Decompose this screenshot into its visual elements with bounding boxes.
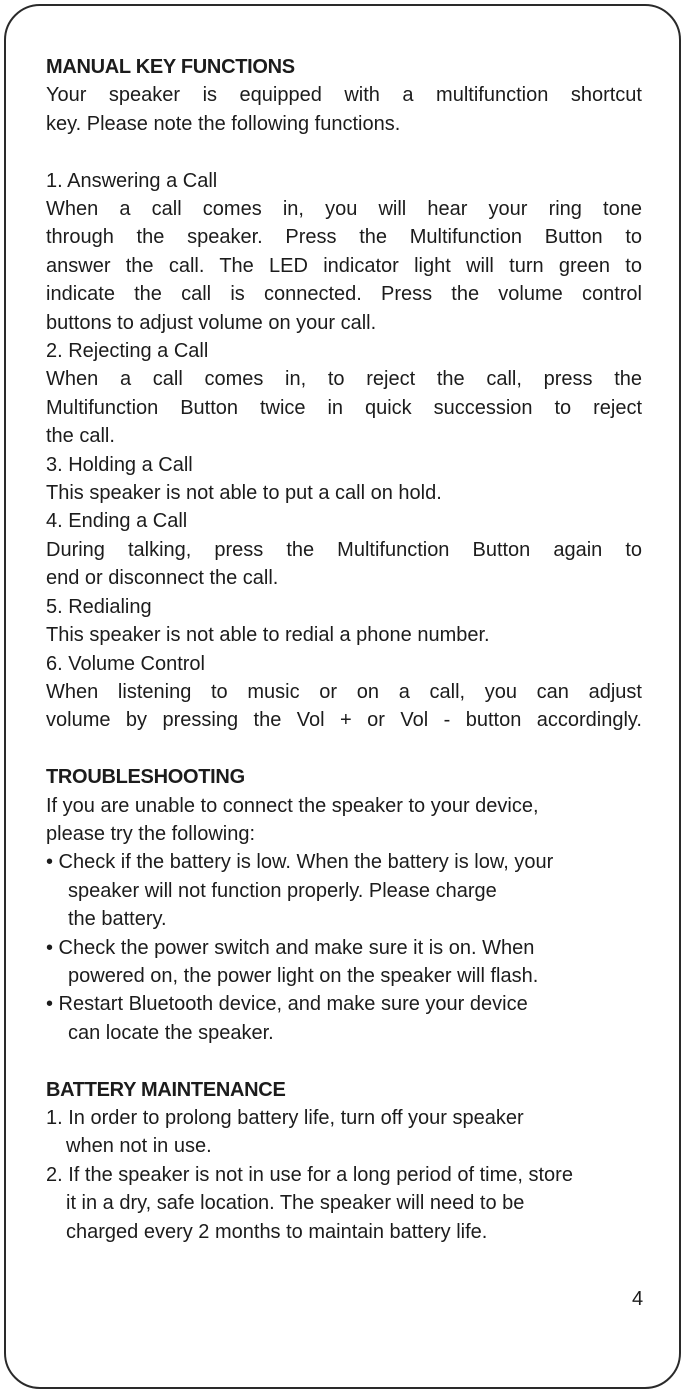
- troubleshooting-heading: TROUBLESHOOTING: [46, 766, 245, 789]
- item-title: 1. Answering a Call: [46, 169, 218, 192]
- item-text: Multifunction Button twice in quick succession to reject: [46, 396, 642, 419]
- troubleshooting-bullet-cont: can locate the speaker.: [68, 1021, 274, 1044]
- battery-item: 2. If the speaker is not in use for a long period of time, store: [46, 1163, 573, 1186]
- item-text: When a call comes in, you will hear your ring tone: [46, 198, 642, 221]
- item-text: end or disconnect the call.: [46, 567, 279, 590]
- troubleshooting-bullet: • Restart Bluetooth device, and make sure your device: [46, 993, 528, 1016]
- battery-item-cont: it in a dry, safe location. The speaker will need to be: [66, 1192, 525, 1215]
- item-text: This speaker is not able to redial a phone number.: [46, 624, 490, 647]
- page-number: 4: [632, 1288, 644, 1310]
- item-text: answer the call. The LED indicator light will turn green to: [46, 254, 642, 277]
- item-text: volume by pressing the Vol + or Vol - button accordingly.: [46, 709, 642, 732]
- manual-intro-line: key. Please note the following functions.: [46, 112, 401, 135]
- battery-item-cont: charged every 2 months to maintain battery life.: [66, 1220, 488, 1243]
- item-text: During talking, press the Multifunction Button again to: [46, 538, 642, 561]
- item-title: 5. Redialing: [46, 595, 152, 618]
- item-title: 4. Ending a Call: [46, 510, 188, 533]
- item-text: When a call comes in, to reject the call, press the: [46, 368, 642, 391]
- manual-intro-line: Your speaker is equipped with a multifunction shortcut: [46, 84, 642, 107]
- troubleshooting-bullet-cont: the battery.: [68, 908, 167, 931]
- troubleshooting-bullet-cont: powered on, the power light on the speaker will flash.: [68, 964, 539, 987]
- troubleshooting-bullet: • Check if the battery is low. When the battery is low, your: [46, 851, 554, 874]
- item-text: buttons to adjust volume on your call.: [46, 311, 377, 334]
- item-text: When listening to music or on a call, you can adjust: [46, 680, 642, 703]
- page-content: [46, 53, 642, 1246]
- troubleshooting-bullet-cont: speaker will not function properly. Please charge: [68, 879, 497, 902]
- item-text: indicate the call is connected. Press the volume control: [46, 283, 642, 306]
- battery-item-cont: when not in use.: [66, 1135, 212, 1158]
- troubleshooting-intro-line: If you are unable to connect the speaker to your device,: [46, 794, 539, 817]
- item-title: 2. Rejecting a Call: [46, 340, 209, 363]
- item-text: the call.: [46, 425, 115, 448]
- item-title: 3. Holding a Call: [46, 453, 193, 476]
- item-text: This speaker is not able to put a call on hold.: [46, 482, 442, 505]
- troubleshooting-intro-line: please try the following:: [46, 822, 256, 845]
- troubleshooting-bullet: • Check the power switch and make sure it is on. When: [46, 936, 535, 959]
- battery-item: 1. In order to prolong battery life, turn off your speaker: [46, 1106, 524, 1129]
- manual-key-functions-heading: MANUAL KEY FUNCTIONS: [46, 56, 295, 78]
- item-text: through the speaker. Press the Multifunction Button to: [46, 226, 642, 249]
- item-title: 6. Volume Control: [46, 652, 205, 675]
- battery-maintenance-heading: BATTERY MAINTENANCE: [46, 1078, 286, 1101]
